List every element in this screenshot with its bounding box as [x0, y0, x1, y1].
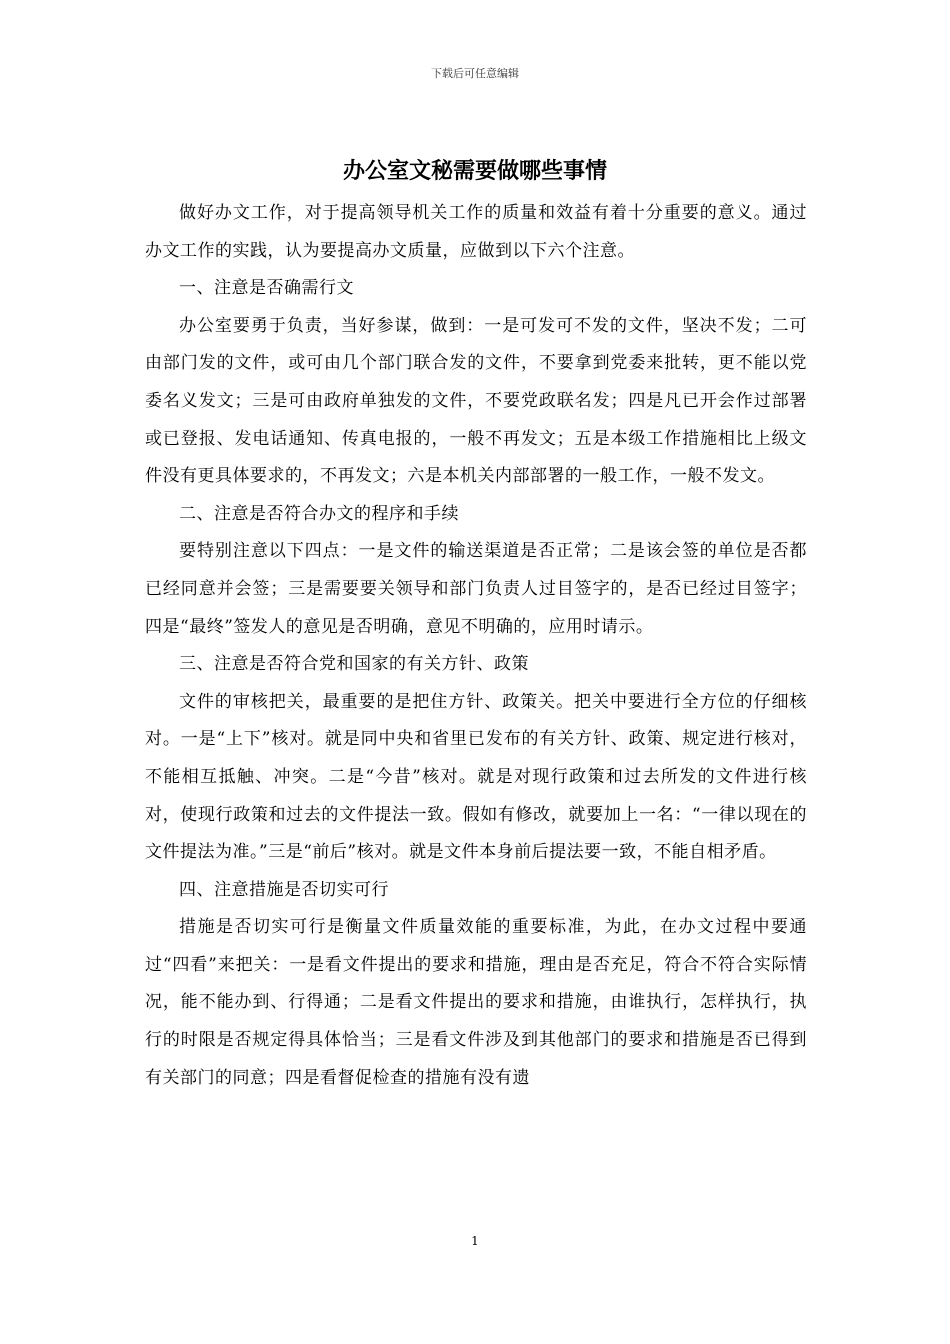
- paragraph-section-3: 文件的审核把关，最重要的是把住方针、政策关。把关中要进行全方位的仔细核对。一是“上下”核对。就是同中央和省里已发布的有关方针、政策、规定进行核对，不能相互抵触、冲突。二是“今昔”核对。就是对现行政策和过去所发的文件进行核对，使现行政策和过去的文件提法一致。假如有修改，就要加上一名：“一律以现在的文件提法为准。”三是“前后”核对。就是文件本身前后提法要一致，不能自相矛盾。: [145, 691, 807, 863]
- section-heading-4: 四、注意措施是否切实可行: [179, 879, 389, 900]
- paragraph-section-2: 要特别注意以下四点：一是文件的输送渠道是否正常；二是该会签的单位是否都已经同意并会签；三是需要要关领导和部门负责人过目签字的，是否已经过目签字；四是“最终”签发人的意见是否明确，意见不明确的，应用时请示。: [145, 541, 807, 637]
- section-heading-1: 一、注意是否确需行文: [179, 278, 354, 299]
- page-header: 下载后可任意编辑: [431, 67, 519, 80]
- paragraph-section-1: 办公室要勇于负责，当好参谋，做到：一是可发可不发的文件，坚决不发；二可由部门发的文件，或可由几个部门联合发的文件，不要拿到党委来批转，更不能以党委名义发文；三是可由政府单独发的文件，不要党政联名发；四是凡已开会作过部署或已登报、发电话通知、传真电报的，一般不再发文；五是本级工作措施相比上级文件没有更具体要求的，不再发文；六是本机关内部部署的一般工作，一般不发文。: [145, 315, 807, 487]
- page-number: 1: [471, 1234, 479, 1248]
- paragraph-section-4: 措施是否切实可行是衡量文件质量效能的重要标准，为此，在办文过程中要通过“四看”来把关：一是看文件提出的要求和措施，理由是否充足，符合不符合实际情况，能不能办到、行得通；二是看文件提出的要求和措施，由谁执行，怎样执行，执行的时限是否规定得具体恰当；三是看文件涉及到其他部门的要求和措施是否已得到有关部门的同意；四是看督促检查的措施有没有遗: [145, 917, 807, 1088]
- paragraph-intro: 做好办文工作，对于提高领导机关工作的质量和效益有着十分重要的意义。通过办文工作的实践，认为要提高办文质量，应做到以下六个注意。: [145, 203, 807, 261]
- section-heading-2: 二、注意是否符合办文的程序和手续: [179, 503, 459, 524]
- document-body: [145, 195, 807, 1097]
- section-heading-3: 三、注意是否符合党和国家的有关方针、政策: [179, 654, 529, 675]
- document-title: 办公室文秘需要做哪些事情: [342, 158, 607, 184]
